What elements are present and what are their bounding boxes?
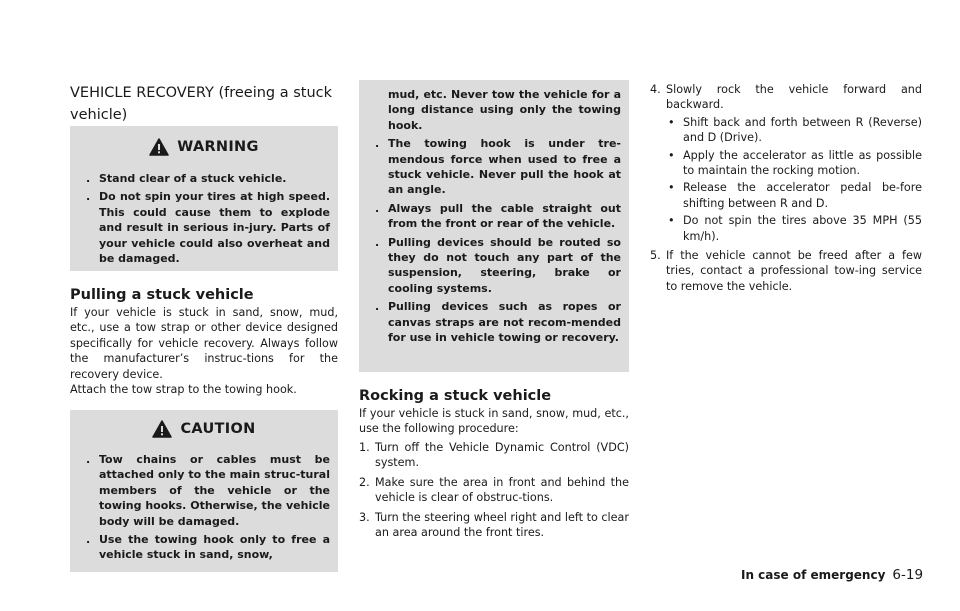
rocking-heading: Rocking a stuck vehicle [359, 388, 552, 404]
rocking-steps-continued [650, 82, 922, 294]
page-footer [741, 567, 923, 583]
caution-box [70, 410, 338, 572]
list-item: • Release the accelerator pedal be-fore shifting between R and D. [668, 181, 922, 210]
list-item: . The towing hook is under tre-mendous force when used to free a stuck vehicle. Never pull the hook at an angle. [375, 137, 621, 197]
list-item: 5. If the vehicle cannot be freed after a few tries, contact a professional tow-ing service to remove the vehicle. [650, 249, 922, 293]
pulling-heading: Pulling a stuck vehicle [70, 287, 254, 303]
list-item: . Stand clear of a stuck vehicle. [86, 172, 287, 185]
warning-triangle-icon [149, 138, 169, 156]
footer-section-label: In case of emergency [741, 568, 886, 582]
list-item: • Do not spin the tires above 35 MPH (55 km/h). [668, 214, 922, 243]
pulling-paragraph-2: Attach the tow strap to the towing hook. [70, 383, 297, 396]
list-item: 1. Turn off the Vehicle Dynamic Control (VDC) system. [359, 441, 629, 470]
warning-box [70, 126, 338, 271]
caution-list [70, 452, 338, 563]
pulling-paragraph: If your vehicle is stuck in sand, snow, mud, etc., use a tow strap or other device designed specifically for vehicle recovery. Always follow the manufacturer’s instruc-tions for the recovery device. [70, 306, 338, 381]
caution-header [70, 420, 338, 438]
list-item: • Apply the accelerator as little as possible to maintain the rocking motion. [668, 148, 922, 178]
list-item: . Use the towing hook only to free a vehicle stuck in sand, snow, [86, 533, 330, 562]
warning-list [70, 171, 338, 266]
page-number: 6-19 [892, 567, 924, 583]
sub-list [666, 115, 922, 244]
list-item: mud, etc. Never tow the vehicle for a long distance using only the towing hook. [388, 88, 621, 132]
list-item: 2. Make sure the area in front and behind the vehicle is clear of obstruc-tions. [359, 475, 629, 505]
list-item: . Always pull the cable straight out from the front or rear of the vehicle. [375, 201, 621, 231]
list-item: . Pulling devices should be routed so they do not touch any part of the suspension, steering, brake or cooling systems. [375, 235, 621, 295]
warning-label: WARNING [177, 139, 259, 155]
warning-header [70, 138, 338, 156]
list-item: 3. Turn the steering wheel right and left to clear an area around the front tires. [359, 510, 629, 540]
list-item: 4. Slowly rock the vehicle forward and backward. • Shift back and forth between R (Reverse) and D (Drive). • Apply the accelerator as little as possible to maintain the rocking motion. • Release the accelerator pedal be-fore shifting between R and D. • Do not spin the tires above 35 MPH (55 km/h). [650, 83, 922, 243]
warning-triangle-icon [152, 420, 172, 438]
rocking-intro: If your vehicle is stuck in sand, snow, mud, etc., use the following procedure: [359, 407, 629, 436]
caution-label: CAUTION [180, 421, 256, 437]
list-item: . Tow chains or cables must be attached only to the main struc-tural members of the vehicle or the towing hooks. Otherwise, the vehicle body will be damaged. [86, 453, 330, 528]
list-item: • Shift back and forth between R (Reverse) and D (Drive). [668, 115, 922, 145]
list-item: . Pulling devices such as ropes or canvas straps are not recom-mended for use in vehicle towing or recovery. [375, 300, 621, 345]
caution-list-continued [359, 87, 629, 346]
section-title: VEHICLE RECOVERY (freeing a stuck vehicle) [70, 85, 333, 123]
caution-box-continued [359, 80, 629, 372]
rocking-steps [359, 440, 629, 540]
list-item: . Do not spin your tires at high speed. This could cause them to explode and result in serious in-jury. Parts of your vehicle could also overheat and be damaged. [86, 190, 330, 266]
